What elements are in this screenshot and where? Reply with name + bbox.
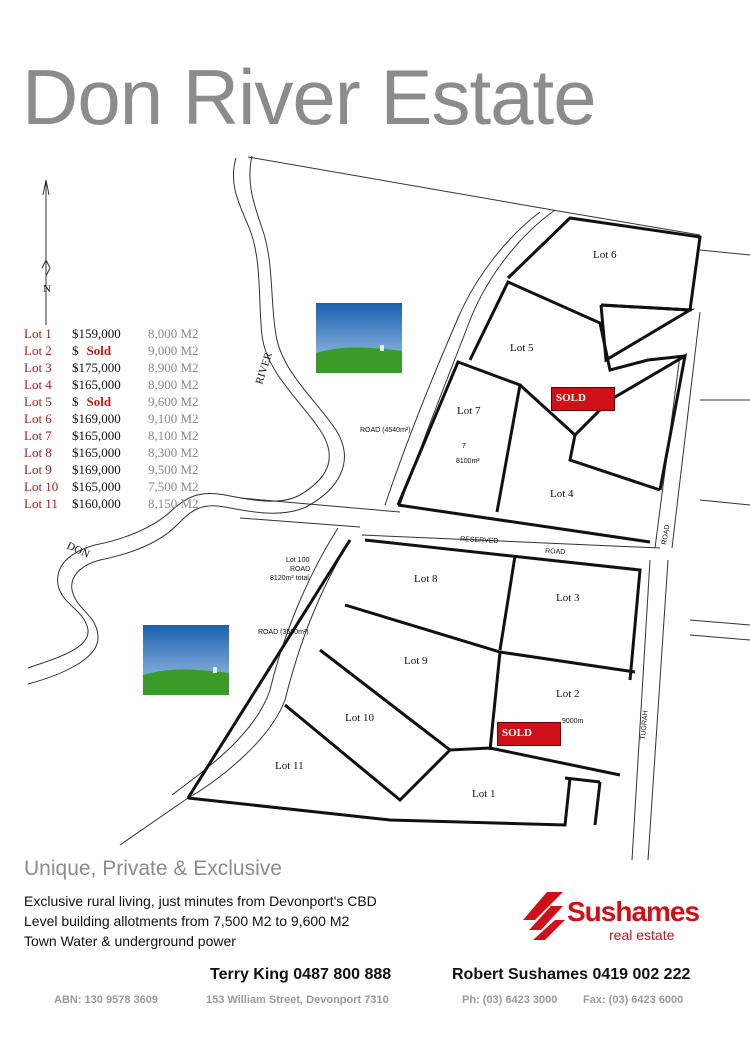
- map-lot-8: Lot 8: [414, 573, 438, 585]
- map-lot-11: Lot 11: [275, 760, 304, 772]
- lot-price: $165,000: [72, 377, 121, 392]
- north-label: N: [43, 283, 51, 295]
- map-lot-1: Lot 1: [472, 788, 496, 800]
- logo-mark-icon: [521, 890, 565, 942]
- tagline: Unique, Private & Exclusive: [24, 857, 282, 880]
- lot-area: 8,150 M2: [148, 496, 199, 511]
- map-lot-9: Lot 9: [404, 655, 428, 667]
- sold-badge-lot2: SOLD: [497, 722, 561, 746]
- river-label: RIVER: [253, 350, 276, 386]
- lot-name: Lot 10: [24, 479, 59, 494]
- footer-phone: Ph: (03) 6423 3000: [462, 994, 558, 1006]
- map-lot-10: Lot 10: [345, 712, 375, 724]
- map-lot-4: Lot 4: [550, 488, 574, 500]
- road-label-tugrah: TUGRAH: [640, 710, 650, 741]
- road-area-upper: ROAD (4540m²): [360, 427, 411, 434]
- lot-price: $160,000: [72, 496, 121, 511]
- lot-price: $169,000: [72, 462, 121, 477]
- lot-name: Lot 2: [24, 343, 52, 358]
- landscape-photo: [143, 625, 229, 695]
- landscape-photo: [316, 303, 402, 373]
- map-lot-5: Lot 5: [510, 342, 534, 354]
- footer-address: 153 William Street, Devonport 7310: [206, 994, 389, 1006]
- road-area-lower: ROAD (3580m²): [258, 629, 309, 636]
- lot-area: 8,900 M2: [148, 360, 199, 375]
- feature-line: Town Water & underground power: [24, 933, 236, 949]
- lot-price: $165,000: [72, 428, 121, 443]
- lot-area: 9,100 M2: [148, 411, 199, 426]
- lot-name: Lot 5: [24, 394, 52, 409]
- road-label-reserved-road: ROAD: [544, 548, 566, 557]
- lot-price: $175,000: [72, 360, 121, 375]
- lot-area: 9,600 M2: [148, 394, 199, 409]
- page-title: Don River Estate: [22, 53, 596, 141]
- lot-name: Lot 9: [24, 462, 52, 477]
- footer-abn: ABN: 130 9578 3609: [54, 994, 158, 1006]
- lot-area: 8,300 M2: [148, 445, 199, 460]
- lot-price: $165,000: [72, 445, 121, 460]
- lot100-name: Lot 100: [286, 557, 310, 564]
- lot-price: $ Sold: [72, 343, 112, 358]
- lot-name: Lot 1: [24, 326, 52, 341]
- lot100-road: ROAD: [290, 566, 311, 573]
- lot-name: Lot 6: [24, 411, 52, 426]
- lot7-area: 8100m²: [456, 458, 480, 465]
- road-label-right: ROAD: [661, 524, 672, 546]
- lot100-total: 8120m² total: [270, 575, 309, 582]
- lot-area: 9,000 M2: [148, 343, 199, 358]
- map-lot-7: Lot 7: [457, 405, 481, 417]
- footer-fax: Fax: (03) 6423 6000: [583, 994, 684, 1006]
- feature-line: Exclusive rural living, just minutes from Devonport's CBD: [24, 893, 377, 909]
- lot-area: 9,500 M2: [148, 462, 199, 477]
- lot-area: 7,500 M2: [148, 479, 199, 494]
- lot7-number: 7: [462, 443, 466, 450]
- lot-name: Lot 7: [24, 428, 52, 443]
- contact-robert: Robert Sushames 0419 002 222: [452, 966, 691, 983]
- lot-area: 8,100 M2: [148, 428, 199, 443]
- map-lot-2: Lot 2: [556, 688, 580, 700]
- map-lot-3: Lot 3: [556, 592, 580, 604]
- road-label-reserved: RESERVED: [459, 536, 499, 546]
- lot-name: Lot 11: [24, 496, 58, 511]
- lot-price: $165,000: [72, 479, 121, 494]
- map-lot-6: Lot 6: [593, 249, 617, 261]
- lot-area: 8,900 M2: [148, 377, 199, 392]
- logo-name: Sushames: [567, 896, 700, 927]
- lot-name: Lot 8: [24, 445, 52, 460]
- don-label: DON: [64, 539, 92, 561]
- sold-badge-lot5: SOLD: [551, 387, 615, 411]
- lot-name: Lot 4: [24, 377, 52, 392]
- feature-line: Level building allotments from 7,500 M2 to 9,600 M2: [24, 913, 350, 929]
- contact-terry: Terry King 0487 800 888: [210, 966, 392, 983]
- lot2-area: 9000m: [562, 718, 584, 725]
- sushames-logo: [521, 890, 701, 948]
- lot-price: $159,000: [72, 326, 121, 341]
- lot-name: Lot 3: [24, 360, 52, 375]
- lot-price: $169,000: [72, 411, 121, 426]
- logo-subtitle: real estate: [609, 927, 675, 943]
- lot-area: 8,000 M2: [148, 326, 199, 341]
- lot-price: $ Sold: [72, 394, 112, 409]
